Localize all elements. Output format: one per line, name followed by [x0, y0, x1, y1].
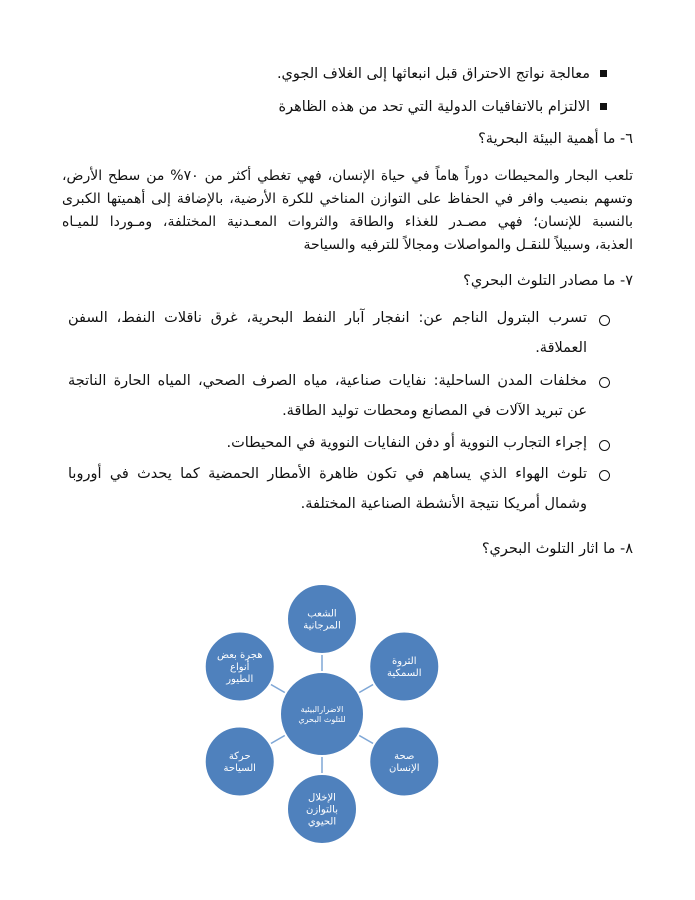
question-6-heading: ٦- ما أهمية البيئة البحرية؟: [478, 131, 633, 147]
diagram-node-label: المرجانية: [303, 620, 341, 632]
paragraph-line: وتسهم بنصيب وافر في الحفاظ على التوازن المناخي للكرة الأرضية، بالإضافة إلى أهميتها الكبرى: [62, 191, 633, 207]
diagram-node-label: الإنسان: [388, 763, 420, 774]
diagram-node-label: الثروة: [392, 656, 417, 667]
diagram-node-label: هجرة بعض: [216, 650, 263, 661]
diagram-node-label: حركة: [228, 751, 251, 762]
question-8-heading: ٨- ما اثار التلوث البحري؟: [481, 541, 633, 557]
paragraph-line: بالنسبة للإنسان؛ فهي مصـدر للغذاء والطاقة والثروات المعـدنية المختلفة، ومـوردا للميـاه: [62, 214, 633, 230]
item-line: تسرب البترول الناجم عن: انفجار آبار النفط البحرية، غرق ناقلات النفط، السفن: [68, 310, 587, 326]
diagram-node-label: الإخلال: [308, 792, 336, 804]
diagram-center-label: الاضرارالبيئية: [300, 704, 344, 714]
item-line: تلوث الهواء الذي يساهم في تكون ظاهرة الأمطار الحمضية كما يحدث في أوروبا: [68, 466, 587, 482]
item-line: العملاقة.: [535, 340, 587, 356]
diagram-node-label: الطيور: [226, 674, 254, 685]
paragraph-line: تلعب البحار والمحيطات دوراً هاماً في حياة الإنسان، فهي تغطي أكثر من ٧٠% من سطح الأرض،: [62, 168, 633, 184]
diagram-node-label: الحيوي: [307, 816, 337, 828]
diagram-node-label: أنواع: [229, 662, 250, 673]
diagram-node-label: السياحة: [223, 763, 256, 774]
paragraph-line: العذبة، وسبيلاً للنقـل والمواصلات ومجالاً للترفيه والسياحة: [303, 237, 633, 253]
diagram-node-label: بالتوازن: [305, 804, 339, 816]
diagram-center-label: للتلوث البحري: [298, 714, 346, 724]
question-7-heading: ٧- ما مصادر التلوث البحري؟: [463, 273, 633, 289]
item-line: إجراء التجارب النووية أو دفن النفايات النووية في المحيطات.: [226, 435, 587, 451]
bullet-text: معالجة نواتج الاحتراق قبل انبعاثها إلى الغلاف الجوي.: [276, 66, 590, 82]
diagram-circles: [205, 584, 440, 844]
diagram-node-label: السمكية: [387, 668, 422, 679]
item-line: مخلفات المدن الساحلية: نفايات صناعية، مياه الصرف الصحي، المياه الحارة الناتجة: [68, 373, 587, 389]
diagram-node-label: الشعب: [307, 608, 337, 620]
item-line: وشمال أمريكا نتيجة الأنشطة الصناعية المختلفة.: [300, 496, 587, 512]
bullet-text: الالتزام بالاتفاقيات الدولية التي تحد من هذه الظاهرة: [278, 99, 590, 115]
item-line: عن تبريد الآلات في المصانع ومحطات توليد الطاقة.: [282, 403, 587, 419]
diagram-node-label: صحة: [394, 751, 415, 762]
